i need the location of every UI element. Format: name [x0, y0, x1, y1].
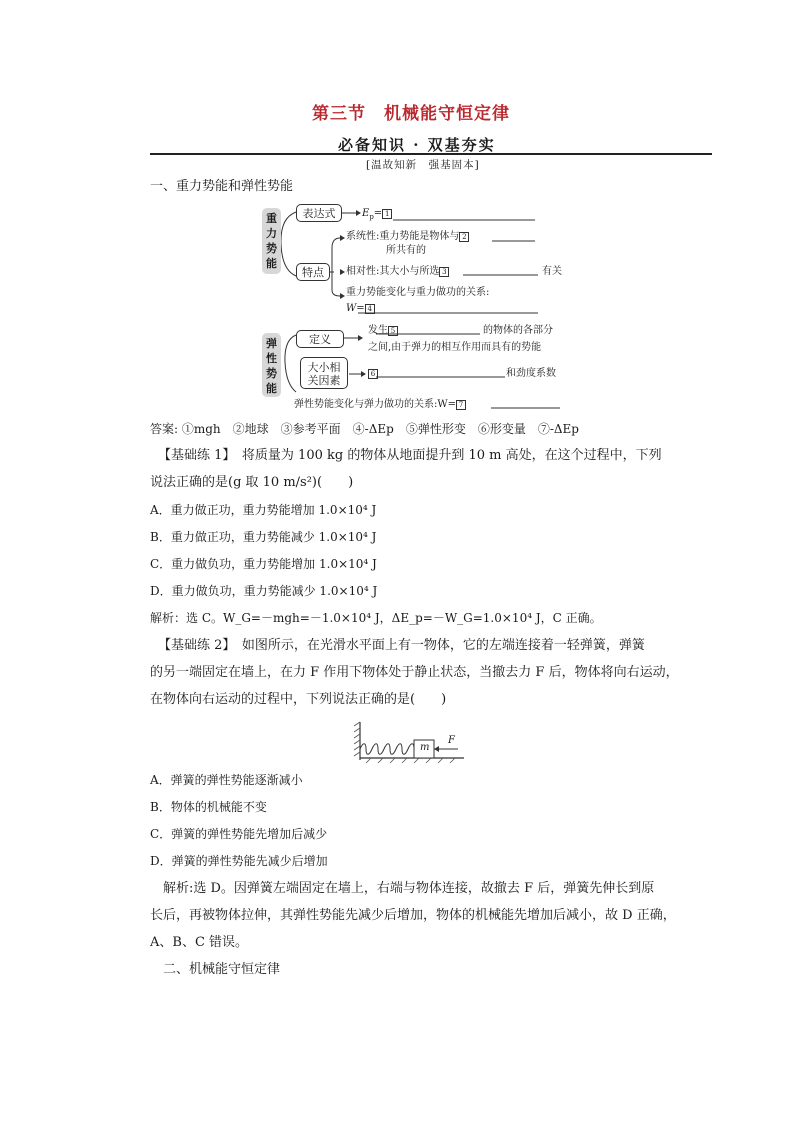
exercise-1-line-2: 说法正确的是(g 取 10 m/s²)( )	[150, 475, 354, 490]
exercise-1-option-b: B．重力做正功，重力势能减少 1.0×10⁴ J	[150, 530, 377, 544]
definition-text-2: 之间,由于弹力的相互作用而具有的势能	[368, 342, 542, 353]
system-property-text: 系统性:重力势能是物体与 2	[346, 231, 469, 243]
exercise-2-analysis-line-1: 解析:选 D。因弹簧左端固定在墙上，右端与物体连接，故撤去 F 后，弹簧先伸长到原	[163, 881, 655, 896]
answers-line: 答案: ①mgh ②地球 ③参考平面 ④-ΔEp ⑤弹性形变 ⑥形变量 ⑦-ΔEp	[150, 422, 579, 436]
exercise-2-option-b: B．物体的机械能不变	[150, 800, 267, 814]
factors-tail: 和劲度系数	[506, 368, 556, 379]
exercise-2-option-c: C．弹簧的弹性势能先增加后减少	[150, 827, 328, 841]
force-label: F	[448, 735, 455, 746]
factors-number: 6	[368, 368, 378, 380]
exercise-2-line-1: 【基础练 2】 如图所示，在光滑水平面上有一物体，它的左端连接着一轻弹簧，弹簧	[158, 638, 645, 653]
definition-text-1-tail: 的物体的各部分	[483, 325, 553, 336]
work-relation-text: 重力势能变化与重力做功的关系:	[346, 287, 490, 298]
banner-subtitle: [温故知新 强基固本]	[366, 159, 480, 171]
system-property-text-2: 所共有的	[386, 245, 426, 256]
exercise-1-line-1: 【基础练 1】 将质量为 100 kg 的物体从地面提升到 10 m 高处，在这个过程中，下列	[158, 448, 662, 463]
exercise-1-analysis: 解析：选 C。W_G=－mgh=－1.0×10⁴ J，ΔE_p=－W_G=1.0×10⁴ J，C 正确。	[150, 611, 602, 625]
exercise-1-option-c: C．重力做负功，重力势能增加 1.0×10⁴ J	[150, 557, 377, 571]
expression-box: 表达式	[296, 204, 342, 222]
definition-box: 定义	[296, 330, 344, 348]
exercise-2-analysis-line-2: 长后，再被物体拉伸，其弹性势能先减少后增加，物体的机械能先增加后减小，故 D 正确，	[150, 908, 676, 923]
exercise-2-option-d: D．弹簧的弹性势能先减少后增加	[150, 854, 328, 868]
exercise-2-line-3: 在物体向右运动的过程中，下列说法正确的是( )	[150, 692, 447, 707]
mass-label: m	[420, 742, 430, 753]
factors-box: 大小相 关因素	[300, 357, 348, 389]
feature-box: 特点	[296, 263, 330, 281]
exercise-2-analysis-line-3: A、B、C 错误。	[150, 935, 249, 950]
exercise-2-line-2: 的另一端固定在墙上，在力 F 作用下物体处于静止状态，当撤去力 F 后，物体将向右运动，	[150, 665, 679, 680]
definition-text-1: 发生 5	[368, 325, 398, 337]
relative-property-tail: 有关	[542, 266, 562, 277]
page-title: 第三节 机械能守恒定律	[312, 104, 510, 124]
expression-formula: $E_p= 1$	[362, 208, 392, 223]
relative-property-text: 相对性:其大小与所选 3	[346, 266, 449, 278]
gravity-potential-label: 重 力 势 能	[262, 208, 281, 274]
section-heading: 一、重力势能和弹性势能	[150, 179, 294, 194]
exercise-1-option-a: A．重力做正功，重力势能增加 1.0×10⁴ J	[150, 503, 377, 517]
section-2-heading: 二、机械能守恒定律	[163, 962, 281, 977]
exercise-2-option-a: A．弹簧的弹性势能逐渐减小	[150, 773, 303, 787]
exercise-1-option-d: D．重力做负功，重力势能减少 1.0×10⁴ J	[150, 584, 378, 598]
work-relation-formula: W= 4	[346, 303, 375, 315]
elastic-potential-label: 弹 性 势 能	[262, 333, 281, 397]
section-banner: 必备知识 · 双基夯实	[338, 136, 496, 154]
elastic-relation-text: 弹性势能变化与弹力做功的关系:W= 7	[294, 399, 466, 411]
